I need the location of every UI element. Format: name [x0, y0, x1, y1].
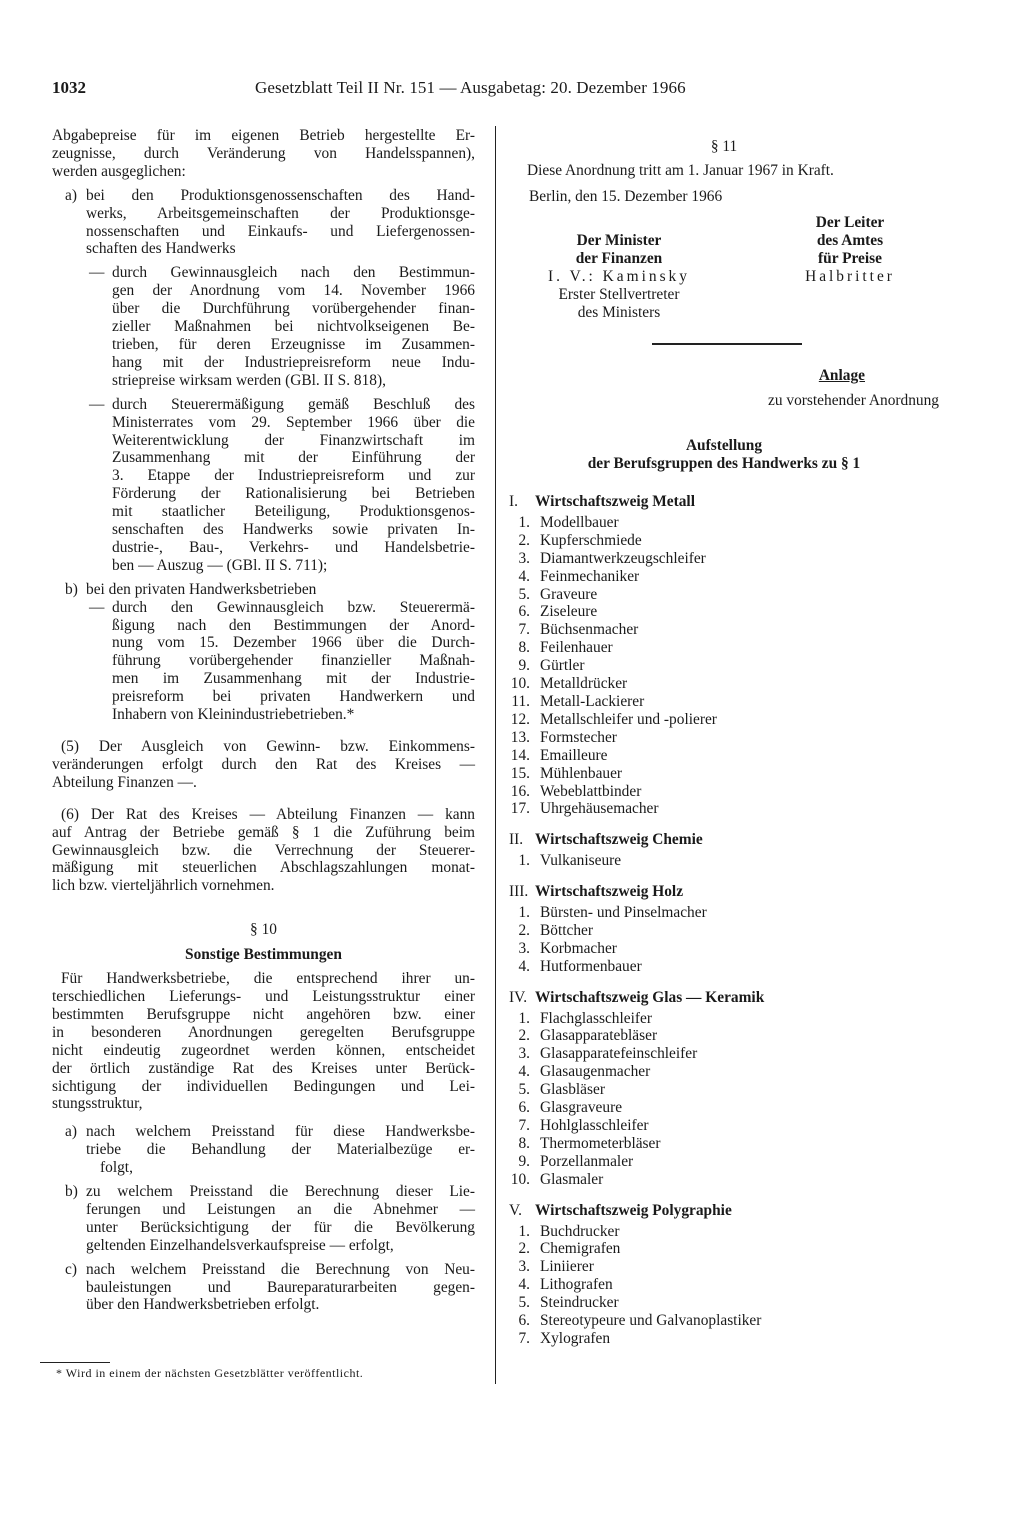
list-item-label: Ziseleure	[540, 603, 598, 621]
trade-group-numeral: II.	[509, 831, 524, 849]
page-number: 1032	[52, 78, 86, 97]
list-item-label: Glasaugenmacher	[540, 1063, 651, 1081]
list-item-number: 14.	[510, 746, 530, 764]
list-item-number: 12.	[510, 710, 530, 728]
list-item-label: Flachglasschleifer	[540, 1009, 652, 1027]
list-item-number: 15.	[510, 764, 530, 782]
trade-group-title	[509, 1202, 939, 1220]
list-item-number: 6.	[518, 1099, 530, 1117]
trade-group-numeral: III.	[509, 883, 529, 901]
list-item	[509, 675, 939, 693]
list-item-label: Feinmechaniker	[540, 567, 640, 585]
list-item	[509, 922, 939, 940]
list-item	[509, 765, 939, 783]
page-header	[52, 78, 952, 102]
list-item-number: 4.	[518, 957, 530, 975]
list-item-label: Mühlenbauer	[540, 764, 623, 782]
list-item-number: 2.	[518, 1240, 530, 1258]
item-b-label: b)	[65, 580, 78, 598]
list-item-label: Liniierer	[540, 1258, 594, 1276]
section-10-item-c: c) nach welchem Preisstand die Berechnung von Neu- bauleistungen und Baureparaturarbeiten gegen- über den Handwerksbetrieben erfolgt.	[65, 1260, 475, 1314]
list-item	[509, 1276, 939, 1294]
trade-groups	[509, 493, 939, 1348]
item-a: a) bei den Produktionsgenossenschaften des Hand- werks, Arbeitsgemeinschaften der Produktionsge- nossenschaften und Einkaufs- und Liefergenossen- schaften des Handwerks	[65, 186, 475, 258]
list-item	[509, 800, 939, 818]
list-item	[509, 657, 939, 675]
list-item-number: 2.	[518, 531, 530, 549]
list-item-label: Webeblattbinder	[540, 782, 642, 800]
list-item-number: 3.	[518, 1258, 530, 1276]
trade-group-numeral: I.	[509, 493, 518, 510]
section-10-item-a: a) nach welchem Preisstand für diese Handwerksbe- triebe die Behandlung der Materialbezüge er- folgt,	[65, 1123, 475, 1177]
list-item	[509, 1294, 939, 1312]
list-item	[509, 621, 939, 639]
trade-list	[509, 1010, 939, 1189]
list-item	[509, 852, 939, 870]
list-item	[509, 550, 939, 568]
list-item-number: 17.	[510, 800, 530, 818]
section-10-symbol: § 10	[250, 921, 277, 939]
list-item-number: 3.	[518, 939, 530, 957]
list-item-label: Hutformenbauer	[540, 957, 642, 975]
list-item-label: Metalldrücker	[540, 675, 628, 693]
list-item-number: 5.	[518, 585, 530, 603]
list-item-number: 4.	[518, 1063, 530, 1081]
list-item-number: 13.	[510, 728, 530, 746]
dash-mark: —	[89, 395, 105, 413]
left-column	[52, 127, 475, 1314]
list-item-label: Emailleure	[540, 746, 608, 764]
list-item-number: 1.	[518, 1222, 530, 1240]
list-item-number: 8.	[518, 1134, 530, 1152]
dash-mark: —	[89, 264, 105, 282]
signature-minister: Der Minister der Finanzen I. V.: Kaminsky Erster Stellvertreter des Ministers	[509, 232, 729, 322]
trade-group-numeral: IV.	[509, 988, 528, 1006]
item-a-label: a)	[65, 186, 77, 204]
anlage-heading	[509, 367, 939, 410]
list-item	[509, 1223, 939, 1241]
list-item-number: 6.	[518, 603, 530, 621]
list-item-number: 4.	[518, 1276, 530, 1294]
list-item	[509, 1063, 939, 1081]
paragraph-5: (5) Der Ausgleich von Gewinn- bzw. Einkommens- veränderungen erfolgt durch den Rat des Kreises — Abteilung Finanzen —.	[52, 738, 475, 791]
dash-mark: —	[89, 598, 105, 616]
list-item	[509, 1240, 939, 1258]
list-item	[509, 1117, 939, 1135]
dash-item-3: — durch den Gewinnausgleich bzw. Steuerermä- ßigung nach den Bestimmungen der Anord- nung vom 15. Dezember 1966 über die Durch- führung vorübergehender finanzieller Maßnah- men im Zusammenhang mit der Industrie- preisreform bei privaten Handwerkern und Inhabern von Kleinindustriebetrieben.*	[89, 598, 475, 724]
list-item-label: Korbmacher	[540, 939, 617, 957]
anlage-title: Anlage	[818, 367, 865, 384]
list-item-label: Gürtler	[540, 657, 585, 675]
trade-group-title	[509, 831, 939, 849]
list-item-label: Hohlglasschleifer	[540, 1117, 649, 1134]
list-item	[509, 1312, 939, 1330]
footnote: * Wird in einem der nächsten Gesetzblätter veröffentlicht.	[56, 1366, 364, 1380]
list-item	[509, 1081, 939, 1099]
section-10-title: Sonstige Bestimmungen	[185, 946, 342, 964]
list-item-number: 7.	[518, 621, 530, 639]
list-item-label: Graveure	[540, 585, 598, 603]
list-item-label: Chemigrafen	[540, 1240, 621, 1258]
list-item-number: 4.	[518, 567, 530, 585]
list-item	[509, 1027, 939, 1045]
item-b: b) bei den privaten Handwerksbetrieben	[65, 580, 317, 598]
footnote-rule	[40, 1362, 110, 1363]
column-divider	[495, 126, 496, 1384]
list-item	[509, 586, 939, 604]
list-item-number: 1.	[518, 904, 530, 922]
trade-list	[509, 1223, 939, 1348]
list-item	[509, 940, 939, 958]
list-item-number: 16.	[510, 782, 530, 800]
list-item-number: 7.	[518, 1117, 530, 1134]
intro-paragraph: Abgabepreise für im eigenen Betrieb hergestellte Er- zeugnisse, durch Veränderung von Handelsspannen), werden ausgeglichen:	[52, 127, 475, 180]
trade-list	[509, 852, 939, 870]
section-11-symbol: § 11	[710, 138, 738, 155]
list-item	[509, 747, 939, 765]
running-head: Gesetzblatt Teil II Nr. 151 — Ausgabetag: 20. Dezember 1966	[255, 78, 686, 97]
list-item	[509, 568, 939, 586]
place-date: Berlin, den 15. Dezember 1966	[529, 187, 723, 205]
trade-group-title	[509, 493, 939, 511]
trade-list	[509, 514, 939, 818]
list-item	[509, 1010, 939, 1028]
list-item	[509, 1330, 939, 1348]
trade-group-name: Wirtschaftszweig Chemie	[535, 831, 703, 849]
list-item	[509, 729, 939, 747]
list-item-label: Glasapparatefeinschleifer	[540, 1045, 698, 1063]
list-item	[509, 1135, 939, 1153]
list-item-number: 1.	[518, 513, 530, 531]
trade-group-name: Wirtschaftszweig Polygraphie	[535, 1201, 732, 1219]
signature-block	[509, 213, 939, 321]
list-item-number: 1.	[518, 1009, 530, 1027]
list-item-label: Lithografen	[540, 1276, 613, 1294]
list-item-label: Modellbauer	[540, 513, 619, 531]
list-item-label: Glasgraveure	[540, 1099, 623, 1117]
list-item-number: 2.	[518, 1027, 530, 1045]
list-item-label: Formstecher	[540, 728, 617, 746]
trade-group-name: Wirtschaftszweig Metall	[535, 493, 695, 510]
dash-item-2: — durch Steuerermäßigung gemäß Beschluß des Ministerrates vom 29. September 1966 über die Weiterentwicklung der Finanzwirtschaft im Zusammenhang mit der Einführung der 3. Etappe der Industriepreisreform und zur Förderung der Rationalisierung bei Betrieben mit staatlicher Beteiligung, Produktionsgenos- senschaften des Handwerks sowie privaten In- dustrie-, Bau-, Verkehrs- und Handelsbetrie- ben — Auszug — (GBl. II S. 711);	[89, 395, 475, 574]
signatory-name: I. V.: Kaminsky	[548, 267, 690, 285]
anlage-subtitle: zu vorstehender Anordnung	[768, 391, 939, 409]
list-item-label: Buchdrucker	[540, 1222, 620, 1240]
list-item-number: 11.	[511, 692, 530, 710]
list-item-number: 5.	[518, 1294, 530, 1312]
list-item-number: 3.	[518, 1045, 530, 1063]
list-item-number: 7.	[518, 1329, 530, 1347]
list-item-label: Kupferschmiede	[540, 531, 642, 549]
list-item	[509, 693, 939, 711]
list-item	[509, 1258, 939, 1276]
trade-group	[509, 1202, 939, 1348]
trade-group	[509, 493, 939, 818]
section-10-item-b: b) zu welchem Preisstand die Berechnung dieser Lie- ferungen und Leistungen an die Abnehmer — unter Berücksichtigung der für die Bevölkerung geltenden Einzelhandelsverkaufspreise — erfolgt,	[65, 1183, 475, 1254]
list-item-label: Metall-Lackierer	[540, 692, 645, 710]
list-item-label: Böttcher	[540, 921, 593, 939]
list-item-label: Glasbläser	[540, 1081, 605, 1099]
list-item-label: Thermometerbläser	[540, 1134, 661, 1152]
list-item	[509, 1171, 939, 1189]
list-item-number: 3.	[518, 549, 530, 567]
list-item	[509, 1099, 939, 1117]
list-item	[509, 1045, 939, 1063]
list-item-label: Büchsenmacher	[540, 621, 639, 639]
trade-group-title	[509, 989, 939, 1007]
list-item-number: 9.	[518, 1152, 530, 1170]
list-item-number: 2.	[518, 921, 530, 939]
list-item-label: Bürsten- und Pinselmacher	[540, 904, 707, 922]
list-item-number: 1.	[518, 852, 530, 870]
list-item-number: 6.	[518, 1312, 530, 1330]
list-item-label: Vulkaniseure	[540, 852, 622, 870]
signature-rule	[652, 343, 802, 345]
trade-group	[509, 831, 939, 870]
list-item-label: Feilenhauer	[540, 639, 613, 657]
right-column	[509, 138, 939, 1347]
list-item-label: Xylografen	[540, 1329, 611, 1347]
list-item-label: Diamantwerkzeugschleifer	[540, 549, 706, 567]
trade-group	[509, 989, 939, 1189]
list-item	[509, 1153, 939, 1171]
signature-price-office: Der Leiter des Amtes für Preise Halbritter	[755, 214, 945, 286]
paragraph-6: (6) Der Rat des Kreises — Abteilung Finanzen — kann auf Antrag der Betriebe gemäß § 1 die Zuführung beim Gewinnausgleich bzw. die Verrechnung der Steuerer- mäßigung mit steuerlichen Abschlagszahlungen monat- lich bzw. vierteljährlich vornehmen.	[52, 805, 475, 895]
list-item-number: 8.	[518, 639, 530, 657]
list-item-number: 5.	[518, 1081, 530, 1099]
list-item	[509, 639, 939, 657]
list-item-label: Porzellanmaler	[540, 1152, 634, 1170]
list-item	[509, 958, 939, 976]
list-item-label: Glasmaler	[540, 1170, 604, 1188]
list-heading: Aufstellung der Berufsgruppen des Handwerks zu § 1	[587, 437, 861, 472]
list-item-label: Uhrgehäusemacher	[540, 800, 659, 818]
signatory-name: Halbritter	[805, 267, 895, 285]
list-item	[509, 532, 939, 550]
list-item-label: Glasapparatebläser	[540, 1027, 658, 1045]
list-item	[509, 514, 939, 532]
list-item-label: Metallschleifer und -polierer	[540, 710, 717, 728]
list-item-number: 10.	[510, 1170, 530, 1188]
list-item-number: 9.	[518, 657, 530, 675]
trade-group	[509, 883, 939, 976]
section-10-body: Für Handwerksbetriebe, die entsprechend ihrer un- terschiedlichen Lieferungs- und Leistungsstruktur einer bestimmten Berufsgruppe nicht angehören bzw. einer in besonderen Anordnungen geregelten Berufsgruppe nicht eindeutig zugeordnet werden können, entscheidet der örtlich zuständige Rat des Kreises unter Berück- sichtigung der individuellen Bedingungen und Lei- stungsstruktur,	[52, 970, 475, 1113]
list-item-label: Steindrucker	[540, 1294, 619, 1312]
list-item	[509, 711, 939, 729]
list-item	[509, 904, 939, 922]
trade-group-name: Wirtschaftszweig Glas — Keramik	[535, 988, 765, 1006]
list-item-label: Stereotypeure und Galvanoplastiker	[540, 1312, 762, 1330]
trade-group-name: Wirtschaftszweig Holz	[535, 883, 684, 901]
list-item	[509, 603, 939, 621]
trade-list	[509, 904, 939, 976]
section-11-text: Diese Anordnung tritt am 1. Januar 1967 in Kraft.	[527, 161, 834, 179]
list-item	[509, 783, 939, 801]
trade-group-numeral: V.	[509, 1201, 522, 1219]
trade-group-title	[509, 883, 939, 901]
list-item-number: 10.	[510, 675, 530, 693]
dash-item-1: — durch Gewinnausgleich nach den Bestimmun- gen der Anordnung vom 14. November 1966 über die Durchführung vorübergehender finan- zieller Maßnahmen bei nichtvolkseigenen Be- trieben, für deren Erzeugnisse im Zusammen- hang mit der Industriepreisreform neue Indu- striepreise wirksam werden (GBl. II S. 818),	[89, 264, 475, 389]
